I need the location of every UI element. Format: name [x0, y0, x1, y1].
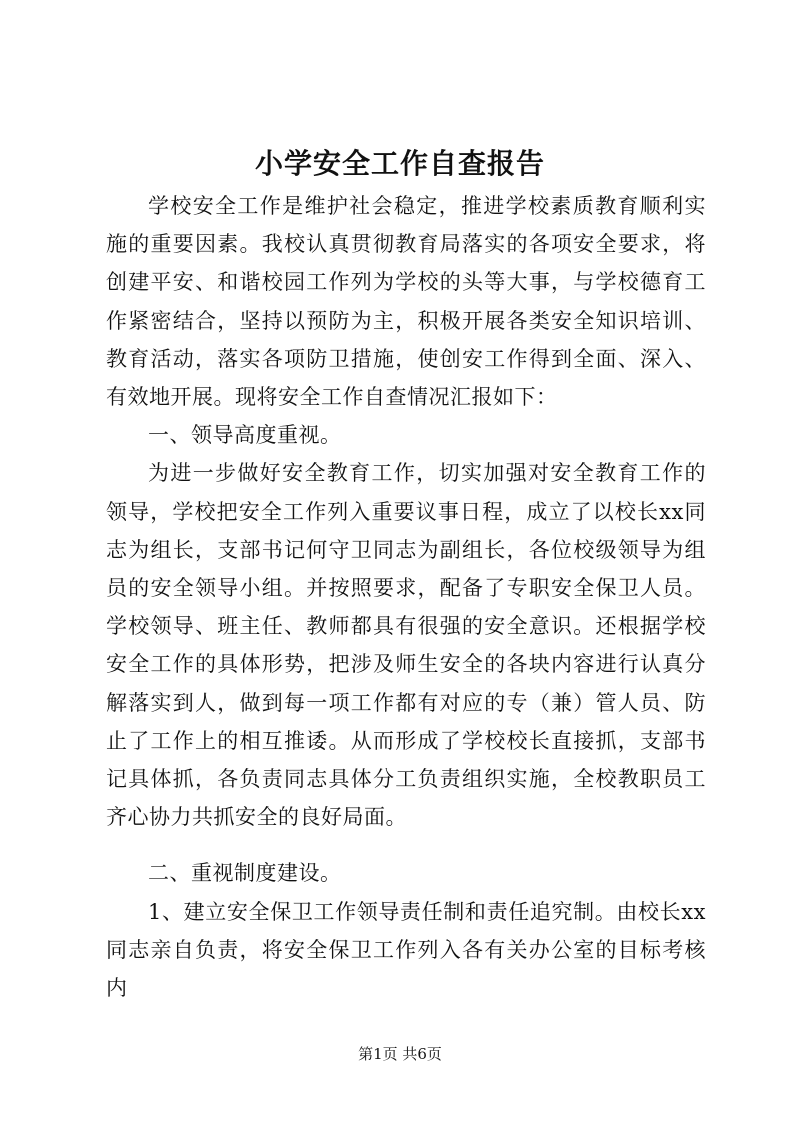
section-heading-system: 二、重视制度建设。	[148, 861, 342, 886]
document-body	[106, 187, 706, 1007]
section-heading-leadership: 一、领导高度重视。	[148, 423, 342, 448]
page-number-footer: 第1页 共6页	[358, 1045, 442, 1063]
leadership-paragraph: 为进一步做好安全教育工作，切实加强对安全教育工作的领导，学校把安全工作列入重要议事日程，成立了以校长xx同志为组长，支部书记何守卫同志为副组长，各位校级领导为组员的安全领导小组。并按照要求，配备了专职安全保卫人员。学校领导、班主任、教师都具有很强的安全意识。还根据学校安全工作的具体形势，把涉及师生安全的各块内容进行认真分解落实到人，做到每一项工作都有对应的专（兼）管人员、防止了工作上的相互推诿。从而形成了学校校长直接抓，支部书记具体抓，各负责同志具体分工负责组织实施，全校教职员工齐心协力共抓安全的良好局面。	[106, 461, 706, 830]
system-paragraph: 1、建立安全保卫工作领导责任制和责任追究制。由校长xx同志亲自负责，将安全保卫工作列入各有关办公室的目标考核内	[106, 899, 706, 1001]
document-title: 小学安全工作自查报告	[254, 147, 545, 180]
intro-paragraph: 学校安全工作是维护社会稳定，推进学校素质教育顺利实施的重要因素。我校认真贯彻教育局落实的各项安全要求，将创建平安、和谐校园工作列为学校的头等大事，与学校德育工作紧密结合，坚持以预防为主，积极开展各类安全知识培训、教育活动，落实各项防卫措施，使创安工作得到全面、深入、有效地开展。现将安全工作自查情况汇报如下：	[106, 194, 706, 410]
